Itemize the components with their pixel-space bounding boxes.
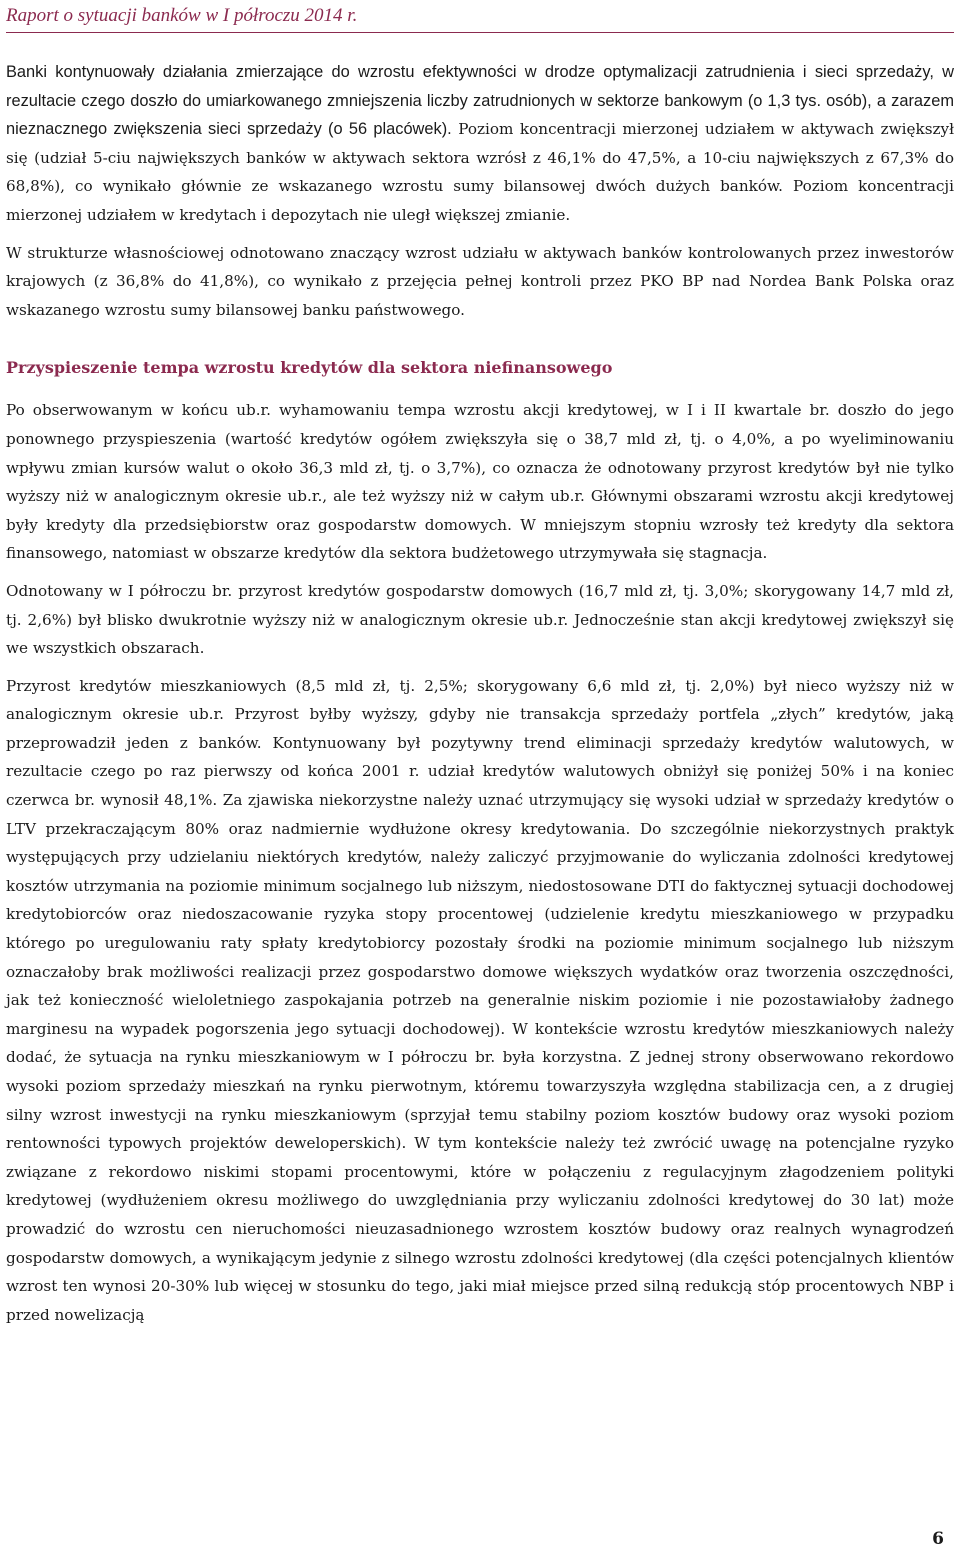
document-body <box>6 58 954 1338</box>
header-title: Raport o sytuacji banków w I półroczu 2014 r. <box>6 5 358 26</box>
page-number: 6 <box>932 1529 944 1549</box>
paragraph-credit-growth: Po obserwowanym w końcu ub.r. wyhamowaniu tempa wzrostu akcji kredytowej, w I i II kwartale br. doszło do jego ponownego przyspieszenia (wartość kredytów ogółem zwiększyła się o 38,7 mld zł, tj. o 4,0%, a po wyeliminowaniu wpływu zmian kursów walut o około 36,3 mld zł, tj. o 3,7%), co oznacza że odnotowany przyrost kredytów był nie tylko wyższy niż w analogicznym okresie ub.r., ale też wyższy niż w całym ub.r. Głównymi obszarami wzrostu akcji kredytowej były kredyty dla przedsiębiorstw oraz gospodarstw domowych. W mniejszym stopniu wzrosły też kredyty dla sektora finansowego, natomiast w obszarze kredytów dla sektora budżetowego utrzymywała się stagnacja. <box>6 401 954 563</box>
header-rule <box>6 32 954 33</box>
paragraph-employment <box>6 58 954 230</box>
paragraph-mortgage-credit: Przyrost kredytów mieszkaniowych (8,5 mld zł, tj. 2,5%; skorygowany 6,6 mld zł, tj. 2,0%) był nieco wyższy niż w analogicznym okresie ub.r. Przyrost byłby wyższy, gdyby nie transakcja sprzedaży portfela „złych” kredytów, jaką przeprowadził jeden z banków. Kontynuowany był pozytywny trend eliminacji sprzedaży kredytów walutowych, w rezultacie czego po raz pierwszy od końca 2001 r. udział kredytów walutowych obniżył się poniżej 50% i na koniec czerwca br. wynosił 48,1%. Za zjawiska niekorzystne należy uznać utrzymujący się wysoki udział w sprzedaży kredytów o LTV przekraczającym 80% oraz nadmiernie wydłużone okresy kredytowania. Do szczególnie niekorzystnych praktyk występujących przy udzielaniu niektórych kredytów, należy zaliczyć przyjmowanie do wyliczania zdolności kredytowej kosztów utrzymania na poziomie minimum socjalnego lub niższym, niedostosowane DTI do faktycznej sytuacji dochodowej kredytobiorców oraz niedoszacowanie ryzyka stopy procentowej (udzielenie kredytu mieszkaniowego w przypadku którego po uregulowaniu raty spłaty kredytobiorcy pozostały środki na poziomie minimum socjalnego lub niższym oznaczałoby brak możliwości realizacji przez gospodarstwo domowe większych wydatków oraz tworzenia oszczędności, jak też konieczność wieloletniego zaspokajania potrzeb na generalnie niskim poziomie i nie pozostawiałoby żadnego marginesu na wypadek pogorszenia jego sytuacji dochodowej). W kontekście wzrostu kredytów mieszkaniowych należy dodać, że sytuacja na rynku mieszkaniowym w I półroczu br. była korzystna. Z jednej strony obserwowano rekordowo wysoki poziom sprzedaży mieszkań na rynku pierwotnym, któremu towarzyszyła względna stabilizacja cen, a z drugiej silny wzrost inwestycji na rynku mieszkaniowym (sprzyjał temu stabilny poziom kosztów budowy oraz wysoki poziom rentowności typowych projektów deweloperskich). W tym kontekście należy też zwrócić uwagę na potencjalne ryzyko związane z rekordowo niskimi stopami procentowymi, które w połączeniu z regulacyjnym złagodzeniem polityki kredytowej (wydłużeniem okresu możliwego do uwzględniania przy wyliczaniu zdolności kredytowej do 30 lat) może prowadzić do wzrostu cen nieruchomości nieuzasadnionego wzrostem kosztów budowy oraz realnych wynagrodzeń gospodarstw domowych, a wynikającym jedynie z silnego wzrostu zdolności kredytowej (dla części potencjalnych klientów wzrost ten wynosi 20-30% lub więcej w stosunku do tego, jaki miał miejsce przed silną redukcją stóp procentowych NBP i przed nowelizacją <box>6 676 954 1324</box>
paragraph-concentration-text: Poziom koncentracji mierzonej udziałem w aktywach zwiększył się (udział 5-ciu największych banków w aktywach sektora wzrósł z 46,1% do 47,5%, a 10-ciu największych z 67,3% do 68,8%), co wynikało głównie ze wskazanego wzrostu sumy bilansowej dwóch dużych banków. Poziom koncentracji mierzonej udziałem w kredytach i depozytach nie uległ większej zmianie. <box>6 120 954 224</box>
section-heading: Przyspieszenie tempa wzrostu kredytów dla sektora niefinansowego <box>6 358 613 378</box>
paragraph-ownership: W strukturze własnościowej odnotowano znaczący wzrost udziału w aktywach banków kontrolowanych przez inwestorów krajowych (z 36,8% do 41,8%), co wynikało z przejęcia pełnej kontroli przez PKO BP nad Nordea Bank Polska oraz wskazanego wzrostu sumy bilansowej banku państwowego. <box>6 243 954 319</box>
page-header <box>6 2 954 33</box>
paragraph-household-credit: Odnotowany w I półroczu br. przyrost kredytów gospodarstw domowych (16,7 mld zł, tj. 3,0%; skorygowany 14,7 mld zł, tj. 2,6%) był blisko dwukrotnie wyższy niż w analogicznym okresie ub.r. Jednocześnie stan akcji kredytowej zwiększył się we wszystkich obszarach. <box>6 581 954 658</box>
paragraph-employment-text: Banki kontynuowały działania zmierzające do wzrostu efektywności w drodze optymalizacji zatrudnienia i sieci sprzedaży, w rezultacie czego doszło do umiarkowanego zmniejszenia liczby zatrudnionych w sektorze bankowym (o 1,3 tys. osób), a zarazem nieznacznego zwiększenia sieci sprzedaży (o 56 placówek). <box>6 63 954 139</box>
